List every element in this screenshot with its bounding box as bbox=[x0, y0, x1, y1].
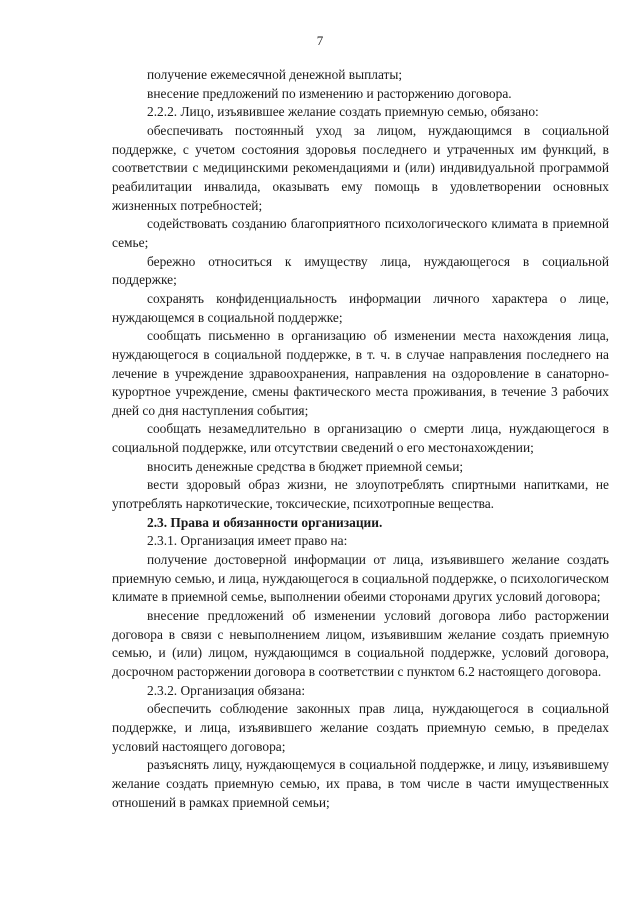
section-heading: 2.3. Права и обязанности организации. bbox=[147, 514, 383, 530]
paragraph: обеспечивать постоянный уход за лицом, нуждающимся в социальной поддержке, с учетом состояния здоровья последнего и утраченных им функций, в соответствии с медицинскими рекомендациями и (или) индивидуальной программой реабилитации инвалида, оказывать ему помощь в удовлетворении основных жизненных потребностей; bbox=[112, 122, 609, 213]
paragraph: внесение предложений по изменению и расторжению договора. bbox=[147, 85, 512, 101]
paragraph: бережно относиться к имуществу лица, нуждающегося в социальной поддержке; bbox=[112, 253, 609, 288]
paragraph: сообщать незамедлительно в организацию о смерти лица, нуждающегося в социальной поддержке, или отсутствии сведений о его местонахождении; bbox=[112, 421, 609, 456]
document-body bbox=[112, 66, 609, 812]
paragraph: содействовать созданию благоприятного психологического климата в приемной семье; bbox=[112, 216, 609, 250]
paragraph: сохранять конфиденциальность информации личного характера о лице, нуждающемся в социальной поддержке; bbox=[112, 290, 609, 325]
paragraph: 2.2.2. Лицо, изъявившее желание создать приемную семью, обязано: bbox=[147, 104, 539, 120]
paragraph: внесение предложений об изменении условий договора либо расторжении договора в связи с невыполнением лицом, изъявившим желание создать приемную семью, и (или) лицом, нуждающимся в социальной поддержке, условий договора, досрочном расторжении договора в соответствии с пунктом 6.2 настоящего договора. bbox=[112, 608, 609, 679]
paragraph: получение достоверной информации от лица, изъявившего желание создать приемную семью, и лица, нуждающегося в социальной поддержке, о психологическом климате в приемной семье, выполнении обеими сторонами других условий договора; bbox=[112, 552, 609, 605]
paragraph: обеспечить соблюдение законных прав лица, нуждающегося в социальной поддержке, и лица, изъявившего желание создать приемную семью, в пределах условий настоящего договора; bbox=[112, 701, 609, 754]
paragraph: вести здоровый образ жизни, не злоупотреблять спиртными напитками, не употреблять наркотические, токсические, психотропные вещества. bbox=[112, 477, 609, 512]
paragraph: разъяснять лицу, нуждающемуся в социальной поддержке, и лицу, изъявившему желание создать приемную семью, их права, в том числе в части имущественных отношений в рамках приемной семьи; bbox=[112, 757, 609, 810]
paragraph: получение ежемесячной денежной выплаты; bbox=[147, 67, 403, 82]
paragraph: 2.3.2. Организация обязана: bbox=[147, 682, 306, 698]
paragraph: вносить денежные средства в бюджет приемной семьи; bbox=[147, 458, 464, 474]
paragraph: сообщать письменно в организацию об изменении места нахождения лица, нуждающегося в социальной поддержке, в т. ч. в случае направления последнего на лечение в учреждение здравоохранения, направления на оздоровление в санаторно-курортное учреждение, смены фактического места проживания, в течение 3 рабочих дней со дня наступления события; bbox=[112, 328, 609, 418]
paragraph: 2.3.1. Организация имеет право на: bbox=[147, 533, 348, 549]
page-number: 7 bbox=[316, 33, 324, 48]
